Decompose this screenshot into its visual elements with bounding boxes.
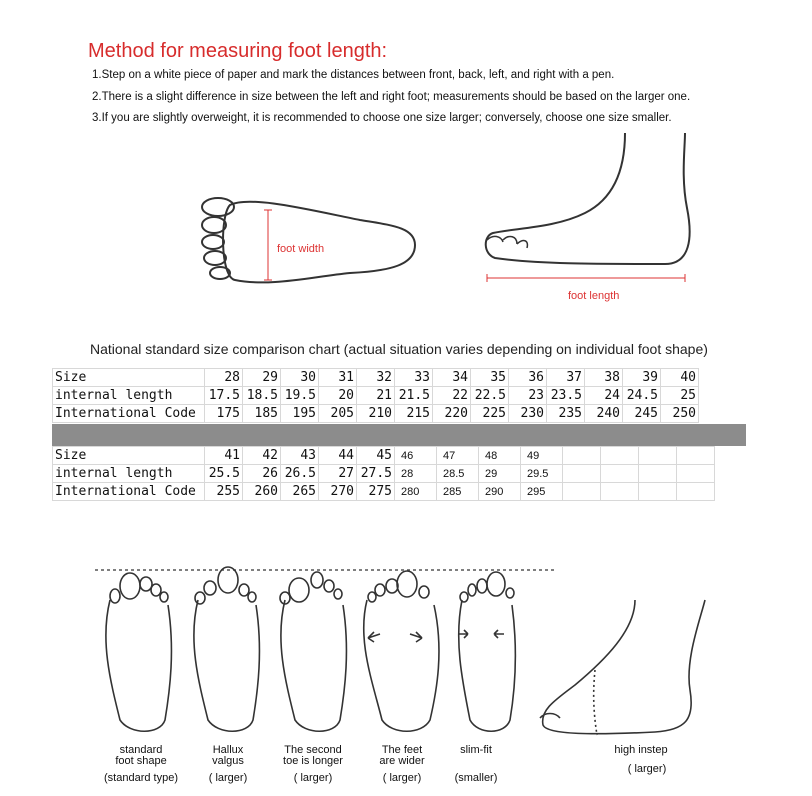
foot-length-label: foot length — [568, 290, 620, 302]
cell: 185 — [243, 405, 281, 423]
cell — [563, 465, 601, 483]
cell: 280 — [395, 483, 437, 501]
cell: 49 — [521, 447, 563, 465]
cell: 31 — [319, 369, 357, 387]
cell — [601, 465, 639, 483]
cell: 30 — [281, 369, 319, 387]
cell: 46 — [395, 447, 437, 465]
caption-high-instep: high instep — [614, 744, 668, 756]
cell: 38 — [585, 369, 623, 387]
cell: 34 — [433, 369, 471, 387]
cell: 265 — [281, 483, 319, 501]
instruction-step-1: 1.Step on a white piece of paper and mark the distances between front, back, left, and right with a pen. — [92, 69, 615, 81]
cell: 27.5 — [357, 465, 395, 483]
cell — [563, 447, 601, 465]
wide-foot-icon — [364, 571, 439, 731]
second-toe-longer-foot-icon — [280, 572, 346, 731]
cell — [639, 447, 677, 465]
caption-standard-note: (standard type) — [104, 772, 178, 784]
cell: 28 — [395, 465, 437, 483]
cell: 25 — [661, 387, 699, 405]
table-row — [53, 483, 715, 501]
cell: 25.5 — [205, 465, 243, 483]
cell: 29 — [479, 465, 521, 483]
cell: 22.5 — [471, 387, 509, 405]
cell — [677, 465, 715, 483]
cell: 260 — [243, 483, 281, 501]
cell: 295 — [521, 483, 563, 501]
size-table-2 — [52, 446, 715, 501]
row-label: internal length — [53, 465, 205, 483]
table-row — [53, 369, 699, 387]
cell — [677, 447, 715, 465]
size-chart-title: National standard size comparison chart (actual situation varies depending on individual foot shape) — [90, 341, 708, 357]
cell: 42 — [243, 447, 281, 465]
cell: 19.5 — [281, 387, 319, 405]
cell — [677, 483, 715, 501]
caption-wider-note: ( larger) — [382, 772, 422, 784]
cell — [601, 447, 639, 465]
cell: 210 — [357, 405, 395, 423]
cell: 24 — [585, 387, 623, 405]
row-label: Size — [53, 369, 205, 387]
cell: 43 — [281, 447, 319, 465]
cell — [563, 483, 601, 501]
cell: 17.5 — [205, 387, 243, 405]
cell: 24.5 — [623, 387, 661, 405]
caption-second-toe: The second toe is longer — [283, 744, 343, 767]
cell: 21 — [357, 387, 395, 405]
page-title: Method for measuring foot length: — [88, 40, 388, 62]
row-label: Size — [53, 447, 205, 465]
cell: 220 — [433, 405, 471, 423]
cell — [601, 483, 639, 501]
cell: 205 — [319, 405, 357, 423]
foot-width-label: foot width — [277, 243, 325, 255]
cell: 29 — [243, 369, 281, 387]
cell: 35 — [471, 369, 509, 387]
high-instep-foot-icon — [540, 600, 705, 735]
caption-hallux-note: ( larger) — [208, 772, 248, 784]
table-row — [53, 447, 715, 465]
cell: 32 — [357, 369, 395, 387]
cell: 45 — [357, 447, 395, 465]
size-table-1 — [52, 368, 699, 423]
cell: 48 — [479, 447, 521, 465]
slim-foot-icon — [458, 572, 515, 731]
cell: 41 — [205, 447, 243, 465]
cell: 20 — [319, 387, 357, 405]
foot-sole-illustration — [190, 185, 430, 295]
foot-shapes-illustration — [90, 560, 710, 740]
cell: 28.5 — [437, 465, 479, 483]
standard-foot-icon — [106, 573, 172, 731]
instruction-step-3: 3.If you are slightly overweight, it is recommended to choose one size larger; conversely, choose one size smaller. — [92, 112, 672, 124]
cell: 285 — [437, 483, 479, 501]
cell: 39 — [623, 369, 661, 387]
cell: 270 — [319, 483, 357, 501]
cell: 33 — [395, 369, 433, 387]
cell: 23.5 — [547, 387, 585, 405]
caption-high-instep-note: ( larger) — [627, 763, 667, 775]
cell: 250 — [661, 405, 699, 423]
cell — [639, 483, 677, 501]
foot-side-illustration — [475, 128, 705, 288]
cell: 36 — [509, 369, 547, 387]
hallux-valgus-foot-icon — [194, 567, 260, 731]
cell: 22 — [433, 387, 471, 405]
table-row — [53, 387, 699, 405]
caption-second-toe-note: ( larger) — [293, 772, 333, 784]
cell: 245 — [623, 405, 661, 423]
cell: 255 — [205, 483, 243, 501]
cell: 26 — [243, 465, 281, 483]
cell: 195 — [281, 405, 319, 423]
caption-standard: standard foot shape — [115, 744, 167, 767]
cell: 47 — [437, 447, 479, 465]
caption-slim-note: (smaller) — [454, 772, 498, 784]
cell: 37 — [547, 369, 585, 387]
cell: 230 — [509, 405, 547, 423]
row-label: International Code — [53, 483, 205, 501]
cell: 23 — [509, 387, 547, 405]
cell: 44 — [319, 447, 357, 465]
instruction-step-2: 2.There is a slight difference in size between the left and right foot; measurements should be based on the larger one. — [92, 91, 691, 103]
cell: 40 — [661, 369, 699, 387]
cell: 27 — [319, 465, 357, 483]
caption-wider: The feet are wider — [379, 744, 425, 767]
table-row — [53, 405, 699, 423]
cell: 29.5 — [521, 465, 563, 483]
cell: 290 — [479, 483, 521, 501]
cell: 235 — [547, 405, 585, 423]
cell: 26.5 — [281, 465, 319, 483]
cell: 240 — [585, 405, 623, 423]
caption-hallux: Hallux valgus — [212, 744, 244, 767]
cell: 225 — [471, 405, 509, 423]
table-divider-bar — [52, 424, 746, 446]
row-label: International Code — [53, 405, 205, 423]
cell: 28 — [205, 369, 243, 387]
cell: 175 — [205, 405, 243, 423]
cell: 275 — [357, 483, 395, 501]
cell: 215 — [395, 405, 433, 423]
cell — [639, 465, 677, 483]
cell: 18.5 — [243, 387, 281, 405]
table-row — [53, 465, 715, 483]
caption-slim: slim-fit — [460, 744, 492, 756]
cell: 21.5 — [395, 387, 433, 405]
row-label: internal length — [53, 387, 205, 405]
